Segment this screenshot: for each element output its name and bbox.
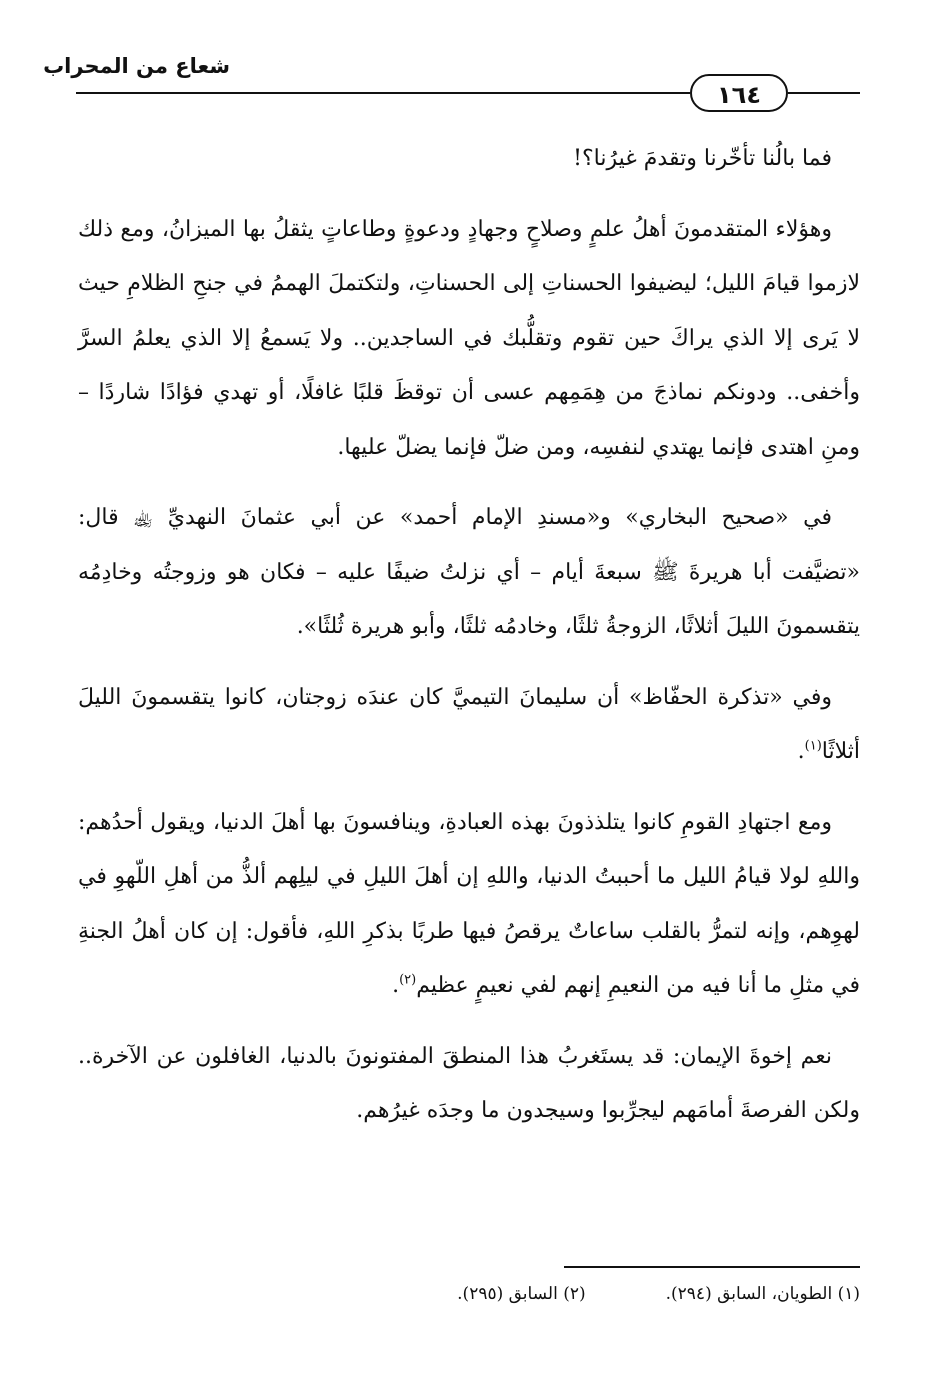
body-text [78,132,860,1155]
header-rule-right [788,92,860,94]
paragraph-4 [78,671,860,780]
footnote-ref-1: (١) [804,738,822,754]
footnote-1: (١) الطويان، السابق (٢٩٤). [665,1284,860,1304]
running-header-title: شعاع من المحراب [43,54,230,78]
page-number: ١٦٤ [690,74,788,112]
paragraph-4-text: وفي «تذكرة الحفّاظ» أن سليمانَ التيميَّ كان عندَه زوجتان، كانوا يتقسمونَ الليلَ أثلاثًا [78,684,860,764]
footnote-2: (٢) السابق (٢٩٥). [457,1284,586,1304]
footnote-rule [564,1266,860,1268]
paragraph-2: وهؤلاء المتقدمونَ أهلُ علمٍ وصلاحٍ وجهادٍ ودعوةٍ وطاعاتٍ يثقلُ بها الميزانُ، ومع ذلك لازموا قيامَ الليل؛ ليضيفوا الحسناتِ إلى الحسناتِ، ولتكتملَ الهممُ في جنحِ الظلامِ حيث لا يَرى إلا الذي يراكَ حين تقوم وتقلُّبك في الساجدين.. ولا يَسمعُ إلا الذي يعلمُ السرَّ وأخفى.. ودونكم نماذجَ من هِمَمِهم عسى أن توقظَ قلبًا غافلًا، أو تهدي فؤادًا شاردًا – ومنِ اهتدى فإنما يهتدي لنفسِه، ومن ضلّ فإنما يضلّ عليها. [78,216,860,460]
header-rule-left [76,92,690,94]
paragraph-6: نعم إخوةَ الإيمان: قد يستَغربُ هذا المنطقَ المفتونونَ بالدنيا، الغافلون عن الآخرة.. ولكن الفرصةَ أمامَهم ليجرِّبوا وسيجدون ما وجدَه غيرُهم. [78,1043,860,1123]
paragraph-3: في «صحيح البخاري» و«مسندِ الإمام أحمد» عن أبي عثمانَ النهديِّ ﵀ قال: «تضيَّفت أبا هريرةَ ﷺ سبعةَ أيام – أي نزلتُ ضيفًا عليه – فكان هو وزوجتُه وخادِمُه يتقسمونَ الليلَ أثلاثًا، الزوجةُ ثلثًا، وخادمُه ثلثًا، وأبو هريرة ثُلثًا». [78,505,860,639]
paragraph-5 [78,796,860,1014]
footnote-ref-2: (٢) [399,972,417,988]
paragraph-5-period: . [392,973,400,998]
footnotes [457,1284,860,1304]
paragraph-4-period: . [797,739,805,764]
paragraph-5-text: ومع اجتهادِ القومِ كانوا يتلذذونَ بهذه العبادةِ، وينافسونَ بها أهلَ الدنيا، ويقول أحدُهم: واللهِ لولا قيامُ الليل ما أحببتُ الدنيا، واللهِ إن أهلَ الليلِ في ليلِهم ألذُّ من أهلِ اللّهوِ في لهوِهم، وإنه لتمرُّ بالقلب ساعاتٌ يرقصُ فيها طربًا بذكرِ اللهِ، فأقول: إن كان أهلُ الجنةِ في مثلِ ما أنا فيه من النعيمِ إنهم لفي نعيمٍ عظيم [78,809,860,998]
paragraph-1: فما بالُنا تأخّرنا وتقدمَ غيرُنا؟! [573,146,832,171]
